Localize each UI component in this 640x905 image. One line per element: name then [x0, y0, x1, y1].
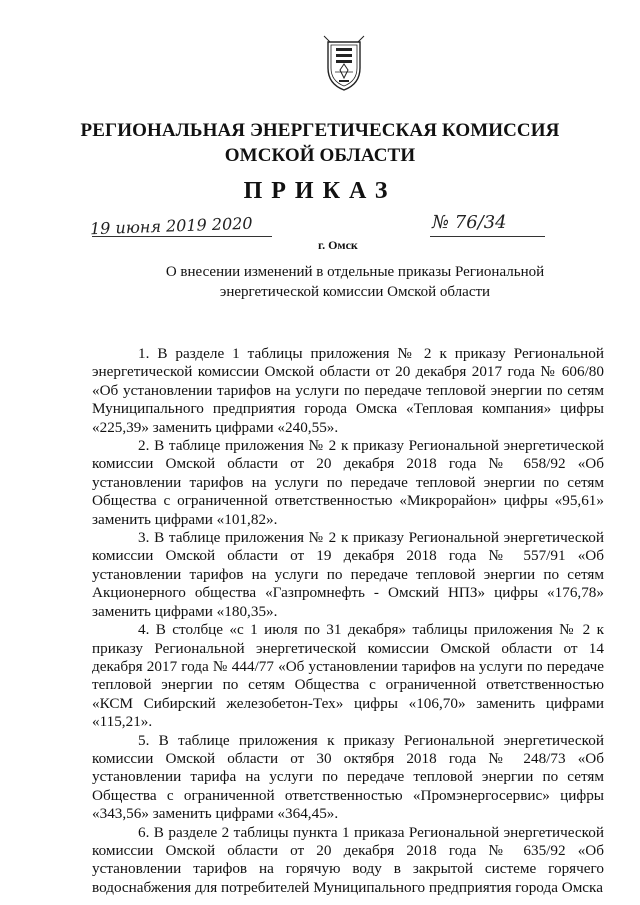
paragraph-3: 3. В таблице приложения № 2 к приказу Региональной энергетической комиссии Омской области от 19 декабря 2018 года № 557/91 «Об установлении тарифов на услуги по передаче тепловой энергии по сетям Акционерного общества «Газпромнефть - Омский НПЗ» цифры «176,78» заменить цифрами «180,35». — [92, 529, 604, 620]
handwritten-order-number: № 76/34 — [432, 212, 507, 233]
order-subject-line1: О внесении изменений в отдельные приказы Региональной — [165, 264, 545, 280]
organization-name-line1: РЕГИОНАЛЬНАЯ ЭНЕРГЕТИЧЕСКАЯ КОМИССИЯ — [80, 120, 560, 141]
paragraph-5: 5. В таблице приложения к приказу Региональной энергетической комиссии Омской области от 30 октября 2018 года № 248/73 «Об установлении тарифа на услуги по передаче тепловой энергии по сетям Общества с ограниченной ответственностью «Промэнергосервис» цифры «343,56» заменить цифрами «364,45». — [92, 731, 604, 823]
paragraph-1: 1. В разделе 1 таблицы приложения № 2 к приказу Региональной энергетической комиссии Омской области от 20 декабря 2017 года № 606/80 «Об установлении тарифов на услуги по передаче тепловой энергии по сетям Муниципального предприятия города Омска «Тепловая компания» цифры «225,39» заменить цифрами «240,55». — [92, 345, 604, 436]
paragraph-6: 6. В разделе 2 таблицы пункта 1 приказа Региональной энергетической комиссии Омской области от 20 декабря 2018 года № 635/92 «Об установлении тарифов на горячую воду в закрытой системе горячего водоснабжения для потребителей Муниципального предприятия города Омска — [92, 823, 604, 896]
date-underline — [92, 236, 272, 237]
order-body — [92, 345, 604, 897]
coat-of-arms-emblem — [322, 34, 366, 94]
order-subject — [160, 262, 550, 302]
paragraph-4: 4. В столбце «с 1 июля по 31 декабря» таблицы приложения № 2 к приказу Региональной энергетической комиссии Омской области от 14 декабря 2017 года № 444/77 «Об установлении тарифов на услуги по передаче тепловой энергии по сетям Общества с ограниченной ответственностью «КСМ Сибирский железобетон-Тех» цифры «106,70» заменить цифрами «115,21». — [92, 621, 604, 731]
document-type-title: ПРИКАЗ — [243, 178, 397, 204]
paragraph-2: 2. В таблице приложения № 2 к приказу Региональной энергетической комиссии Омской области от 20 декабря 2018 года № 658/92 «Об установлении тарифов на услуги по передаче тепловой энергии по сетям Общества с ограниченной ответственностью «Микрорайон» цифры «95,61» заменить цифрами «101,82». — [92, 437, 604, 528]
number-underline — [430, 236, 545, 237]
handwritten-date: 19 июня 2019 2020 — [89, 213, 253, 239]
order-subject-line2: энергетической комиссии Омской области — [219, 284, 491, 300]
organization-name — [0, 118, 640, 168]
city-label: г. Омск — [318, 238, 358, 252]
organization-name-line2: ОМСКОЙ ОБЛАСТИ — [224, 145, 416, 166]
